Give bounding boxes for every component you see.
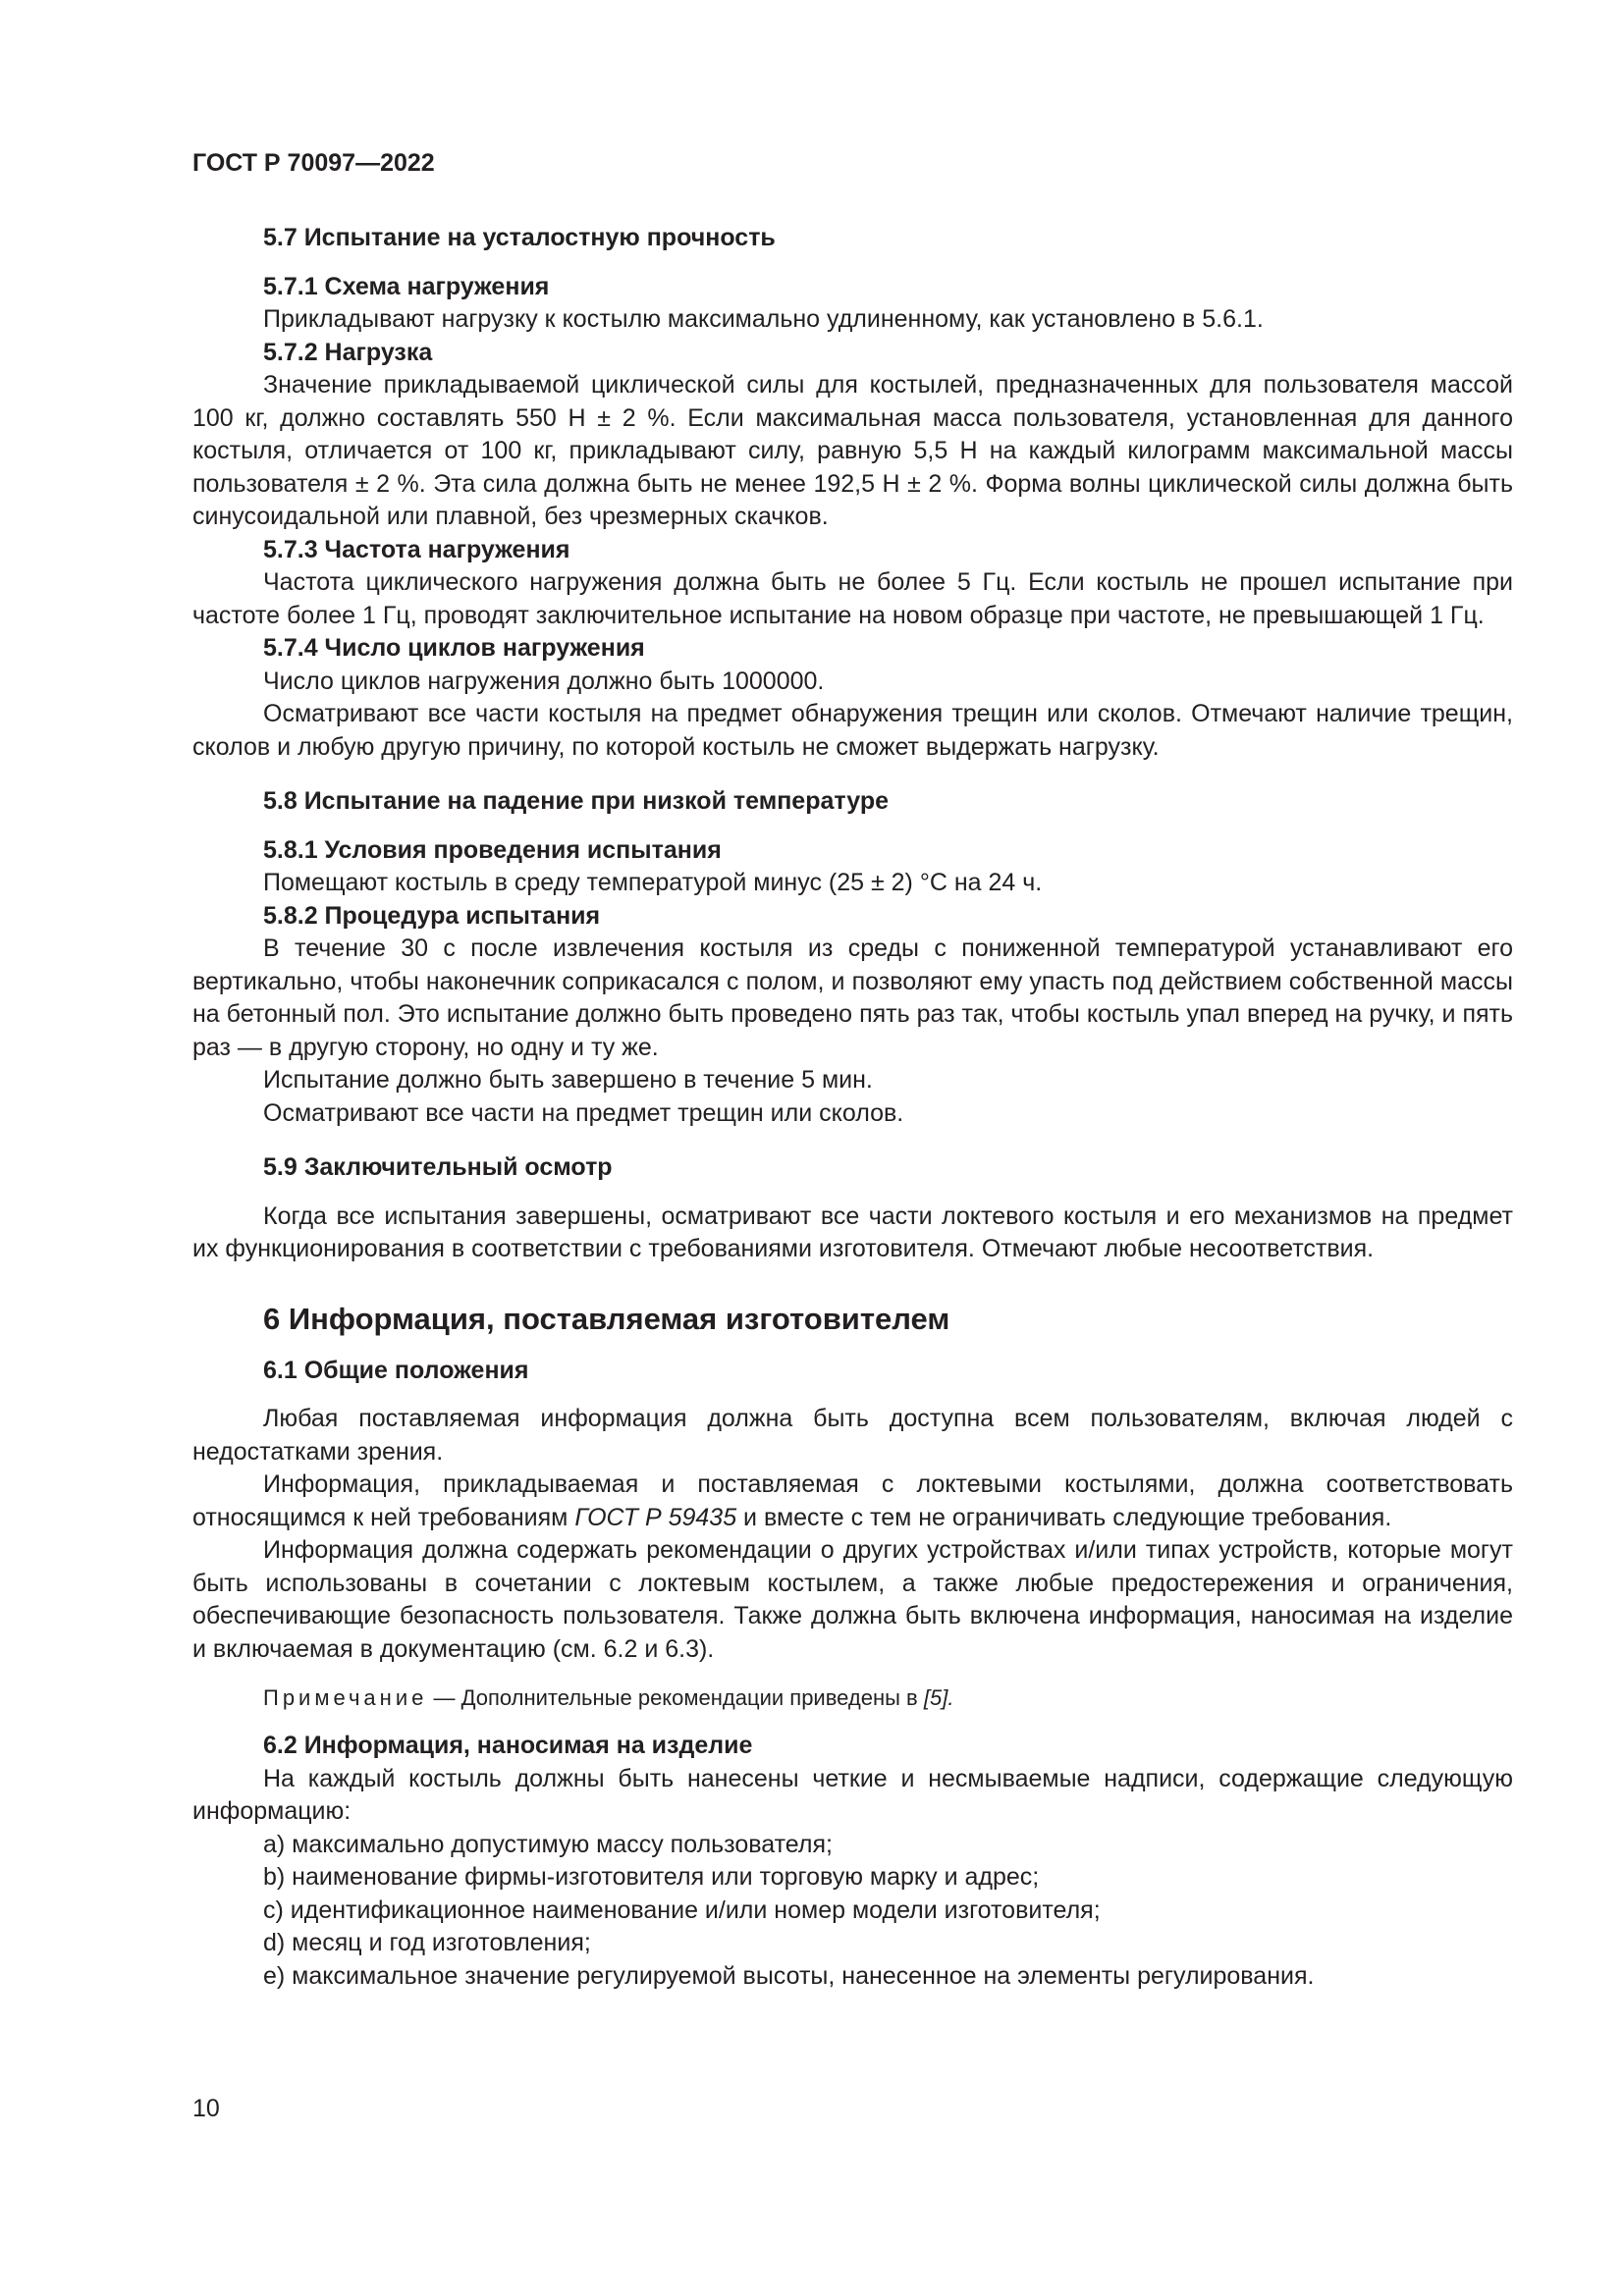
section-5-7-2-title: 5.7.2 Нагрузка	[263, 338, 433, 366]
section-5-8-2-text-2: Испытание должно быть завершено в течение 5 мин.	[263, 1066, 873, 1094]
document-body	[192, 222, 1513, 1993]
section-5-9-title: 5.9 Заключительный осмотр	[263, 1153, 613, 1181]
section-5-8-title: 5.8 Испытание на падение при низкой температуре	[263, 787, 889, 815]
section-5-8-2-title: 5.8.2 Процедура испытания	[263, 901, 601, 930]
section-6-1-text-2-a: Информация, прикладываемая и поставляемая с локтевыми костылями, должна соответствовать относящимся к ней требованиям	[192, 1470, 1513, 1531]
note-text: — Дополнительные рекомендации приведены в	[427, 1685, 924, 1710]
list-item: а) максимально допустимую массу пользователя;	[263, 1830, 833, 1858]
section-5-7-title: 5.7 Испытание на усталостную прочность	[263, 224, 776, 251]
section-5-7-4-text-2: Осматривают все части костыля на предмет обнаружения трещин или сколов. Отмечают наличие трещин, сколов и любую другую причину, по которой костыль не сможет выдержать нагрузку.	[192, 700, 1513, 761]
section-6-title: 6 Информация, поставляемая изготовителем	[263, 1301, 950, 1336]
note	[263, 1682, 1513, 1714]
list-item: е) максимальное значение регулируемой высоты, нанесенное на элементы регулирования.	[263, 1961, 1315, 1990]
section-5-7-4-text-1: Число циклов нагружения должно быть 1000000.	[263, 667, 825, 695]
section-6-1-text-3: Информация должна содержать рекомендации о других устройствах и/или типах устройств, которые могут быть использованы в сочетании с локтевым костылем, а также любые предостережения и ограничения, обеспечивающие безопасность пользователя. Также должна быть включена информация, наносимая на изделие и включаемая в документацию (см. 6.2 и 6.3).	[192, 1536, 1513, 1663]
section-6-2-title: 6.2 Информация, наносимая на изделие	[263, 1732, 753, 1759]
section-6-1-text-2	[192, 1468, 1513, 1534]
section-5-8-1-text: Помещают костыль в среду температурой минус (25 ± 2) °С на 24 ч.	[263, 869, 1043, 896]
section-5-7-3-text: Частота циклического нагружения должна быть не более 5 Гц. Если костыль не прошел испытание при частоте более 1 Гц, проводят заключительное испытание на новом образце при частоте, не превышающей 1 Гц.	[192, 568, 1513, 629]
document-code-header: ГОСТ Р 70097—2022	[192, 149, 435, 177]
page-number: 10	[192, 2095, 220, 2122]
note-label: Примечание	[263, 1685, 428, 1710]
section-6-1-text-2-b: и вместе с тем не ограничивать следующие требования.	[736, 1503, 1392, 1531]
section-5-7-3-title: 5.7.3 Частота нагружения	[263, 535, 570, 563]
list-item: с) идентификационное наименование и/или номер модели изготовителя;	[263, 1896, 1101, 1924]
section-5-8-2-text-1: В течение 30 с после извлечения костыля из среды с пониженной температурой устанавливают его вертикально, чтобы наконечник соприкасался с полом, и позволяют ему упасть под действием собственной массы на бетонный пол. Это испытание должно быть проведено пять раз так, чтобы костыль упал вперед на ручку, и пять раз — в другую сторону, но одну и ту же.	[192, 934, 1513, 1061]
section-6-1-title: 6.1 Общие положения	[263, 1356, 529, 1384]
section-5-7-1-text: Прикладывают нагрузку к костылю максимально удлиненному, как установлено в 5.6.1.	[263, 305, 1264, 333]
section-5-8-1-title: 5.8.1 Условия проведения испытания	[263, 835, 722, 864]
note-reference: [5].	[923, 1685, 954, 1710]
section-5-7-1-title: 5.7.1 Схема нагружения	[263, 272, 550, 300]
gost-reference-link: ГОСТ Р 59435	[574, 1503, 737, 1531]
section-6-1-text-1: Любая поставляемая информация должна быть доступна всем пользователям, включая людей с недостатками зрения.	[192, 1405, 1513, 1466]
list-item: d) месяц и год изготовления;	[263, 1929, 591, 1956]
section-5-9-text: Когда все испытания завершены, осматривают все части локтевого костыля и его механизмов на предмет их функционирования в соответствии с требованиями изготовителя. Отмечают любые несоответствия.	[192, 1201, 1513, 1262]
section-6-2-text: На каждый костыль должны быть нанесены четкие и несмываемые надписи, содержащие следующую информацию:	[192, 1764, 1513, 1825]
list-item: b) наименование фирмы-изготовителя или торговую марку и адрес;	[263, 1863, 1040, 1891]
section-5-7-4-title: 5.7.4 Число циклов нагружения	[263, 634, 645, 662]
section-5-7-2-text: Значение прикладываемой циклической силы для костылей, предназначенных для пользователя массой 100 кг, должно составлять 550 Н ± 2 %. Если максимальная масса пользователя, установленная для данного костыля, отличается от 100 кг, прикладывают силу, равную 5,5 Н на каждый килограмм максимальной массы пользователя ± 2 %. Эта сила должна быть не менее 192,5 Н ± 2 %. Форма волны циклической силы должна быть синусоидальной или плавной, без чрезмерных скачков.	[192, 371, 1513, 530]
section-5-8-2-text-3: Осматривают все части на предмет трещин или сколов.	[263, 1098, 904, 1127]
